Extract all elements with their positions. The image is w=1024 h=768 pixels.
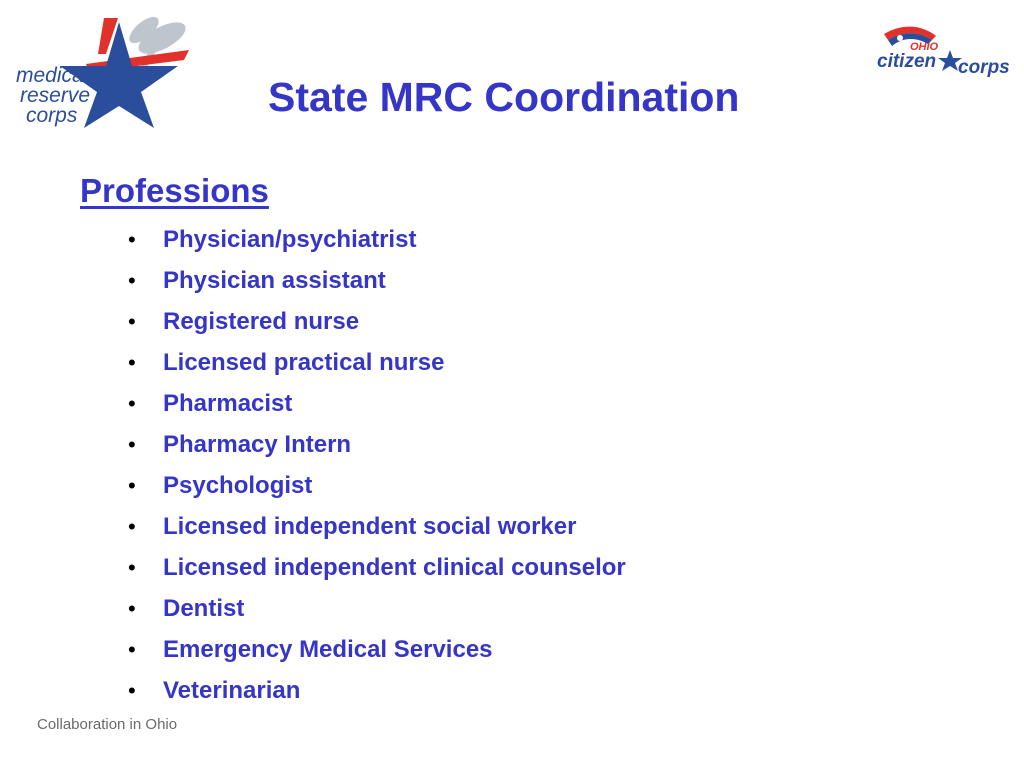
bullet-icon: • (128, 473, 136, 498)
list-item (128, 592, 626, 633)
list-item (128, 633, 626, 674)
logo-text-ohio: OHIO (910, 41, 939, 53)
list-item-text: Physician/psychiatrist (163, 226, 417, 253)
bullet-icon: • (128, 391, 136, 416)
list-item (128, 674, 626, 715)
list-item (128, 264, 626, 305)
slide-footer: Collaboration in Ohio (37, 716, 178, 733)
bullet-icon: • (128, 309, 136, 334)
list-item-text: Licensed independent social worker (163, 513, 577, 540)
list-item-text: Licensed independent clinical counselor (163, 554, 626, 581)
section-heading: Professions (80, 172, 269, 209)
list-item (128, 551, 626, 592)
bullet-icon: • (128, 514, 136, 539)
flag-star-icon (874, 20, 1014, 80)
ohio-citizen-corps-logo (874, 20, 1014, 80)
bullet-icon: • (128, 637, 136, 662)
list-item (128, 469, 626, 510)
list-item-text: Emergency Medical Services (163, 636, 493, 663)
bullet-icon: • (128, 596, 136, 621)
logo-text-medical: medical (16, 64, 89, 87)
list-item-text: Psychologist (163, 472, 313, 499)
list-item-text: Pharmacy Intern (163, 431, 352, 458)
list-item-text: Licensed practical nurse (163, 349, 445, 376)
bullet-icon: • (128, 268, 136, 293)
list-item (128, 305, 626, 346)
logo-text-reserve: reserve (20, 84, 91, 107)
logo-text-corps: corps (26, 104, 78, 127)
list-item-text: Dentist (163, 595, 245, 622)
list-item-text: Pharmacist (163, 390, 293, 417)
list-item-text: Physician assistant (163, 267, 386, 294)
slide-title: State MRC Coordination (268, 74, 740, 120)
bullet-icon: • (128, 227, 136, 252)
logo-text-corps-right: corps (958, 57, 1010, 78)
logo-text-citizen: citizen (877, 51, 937, 72)
list-item-text: Veterinarian (163, 677, 301, 704)
list-item (128, 346, 626, 387)
bullet-icon: • (128, 432, 136, 457)
professions-list (128, 223, 626, 715)
list-item (128, 428, 626, 469)
list-item (128, 223, 626, 264)
list-item (128, 510, 626, 551)
bullet-icon: • (128, 555, 136, 580)
star-caduceus-icon (14, 14, 194, 132)
list-item (128, 387, 626, 428)
bullet-icon: • (128, 350, 136, 375)
list-item-text: Registered nurse (163, 308, 360, 335)
medical-reserve-corps-logo (14, 14, 194, 132)
bullet-icon: • (128, 678, 136, 703)
